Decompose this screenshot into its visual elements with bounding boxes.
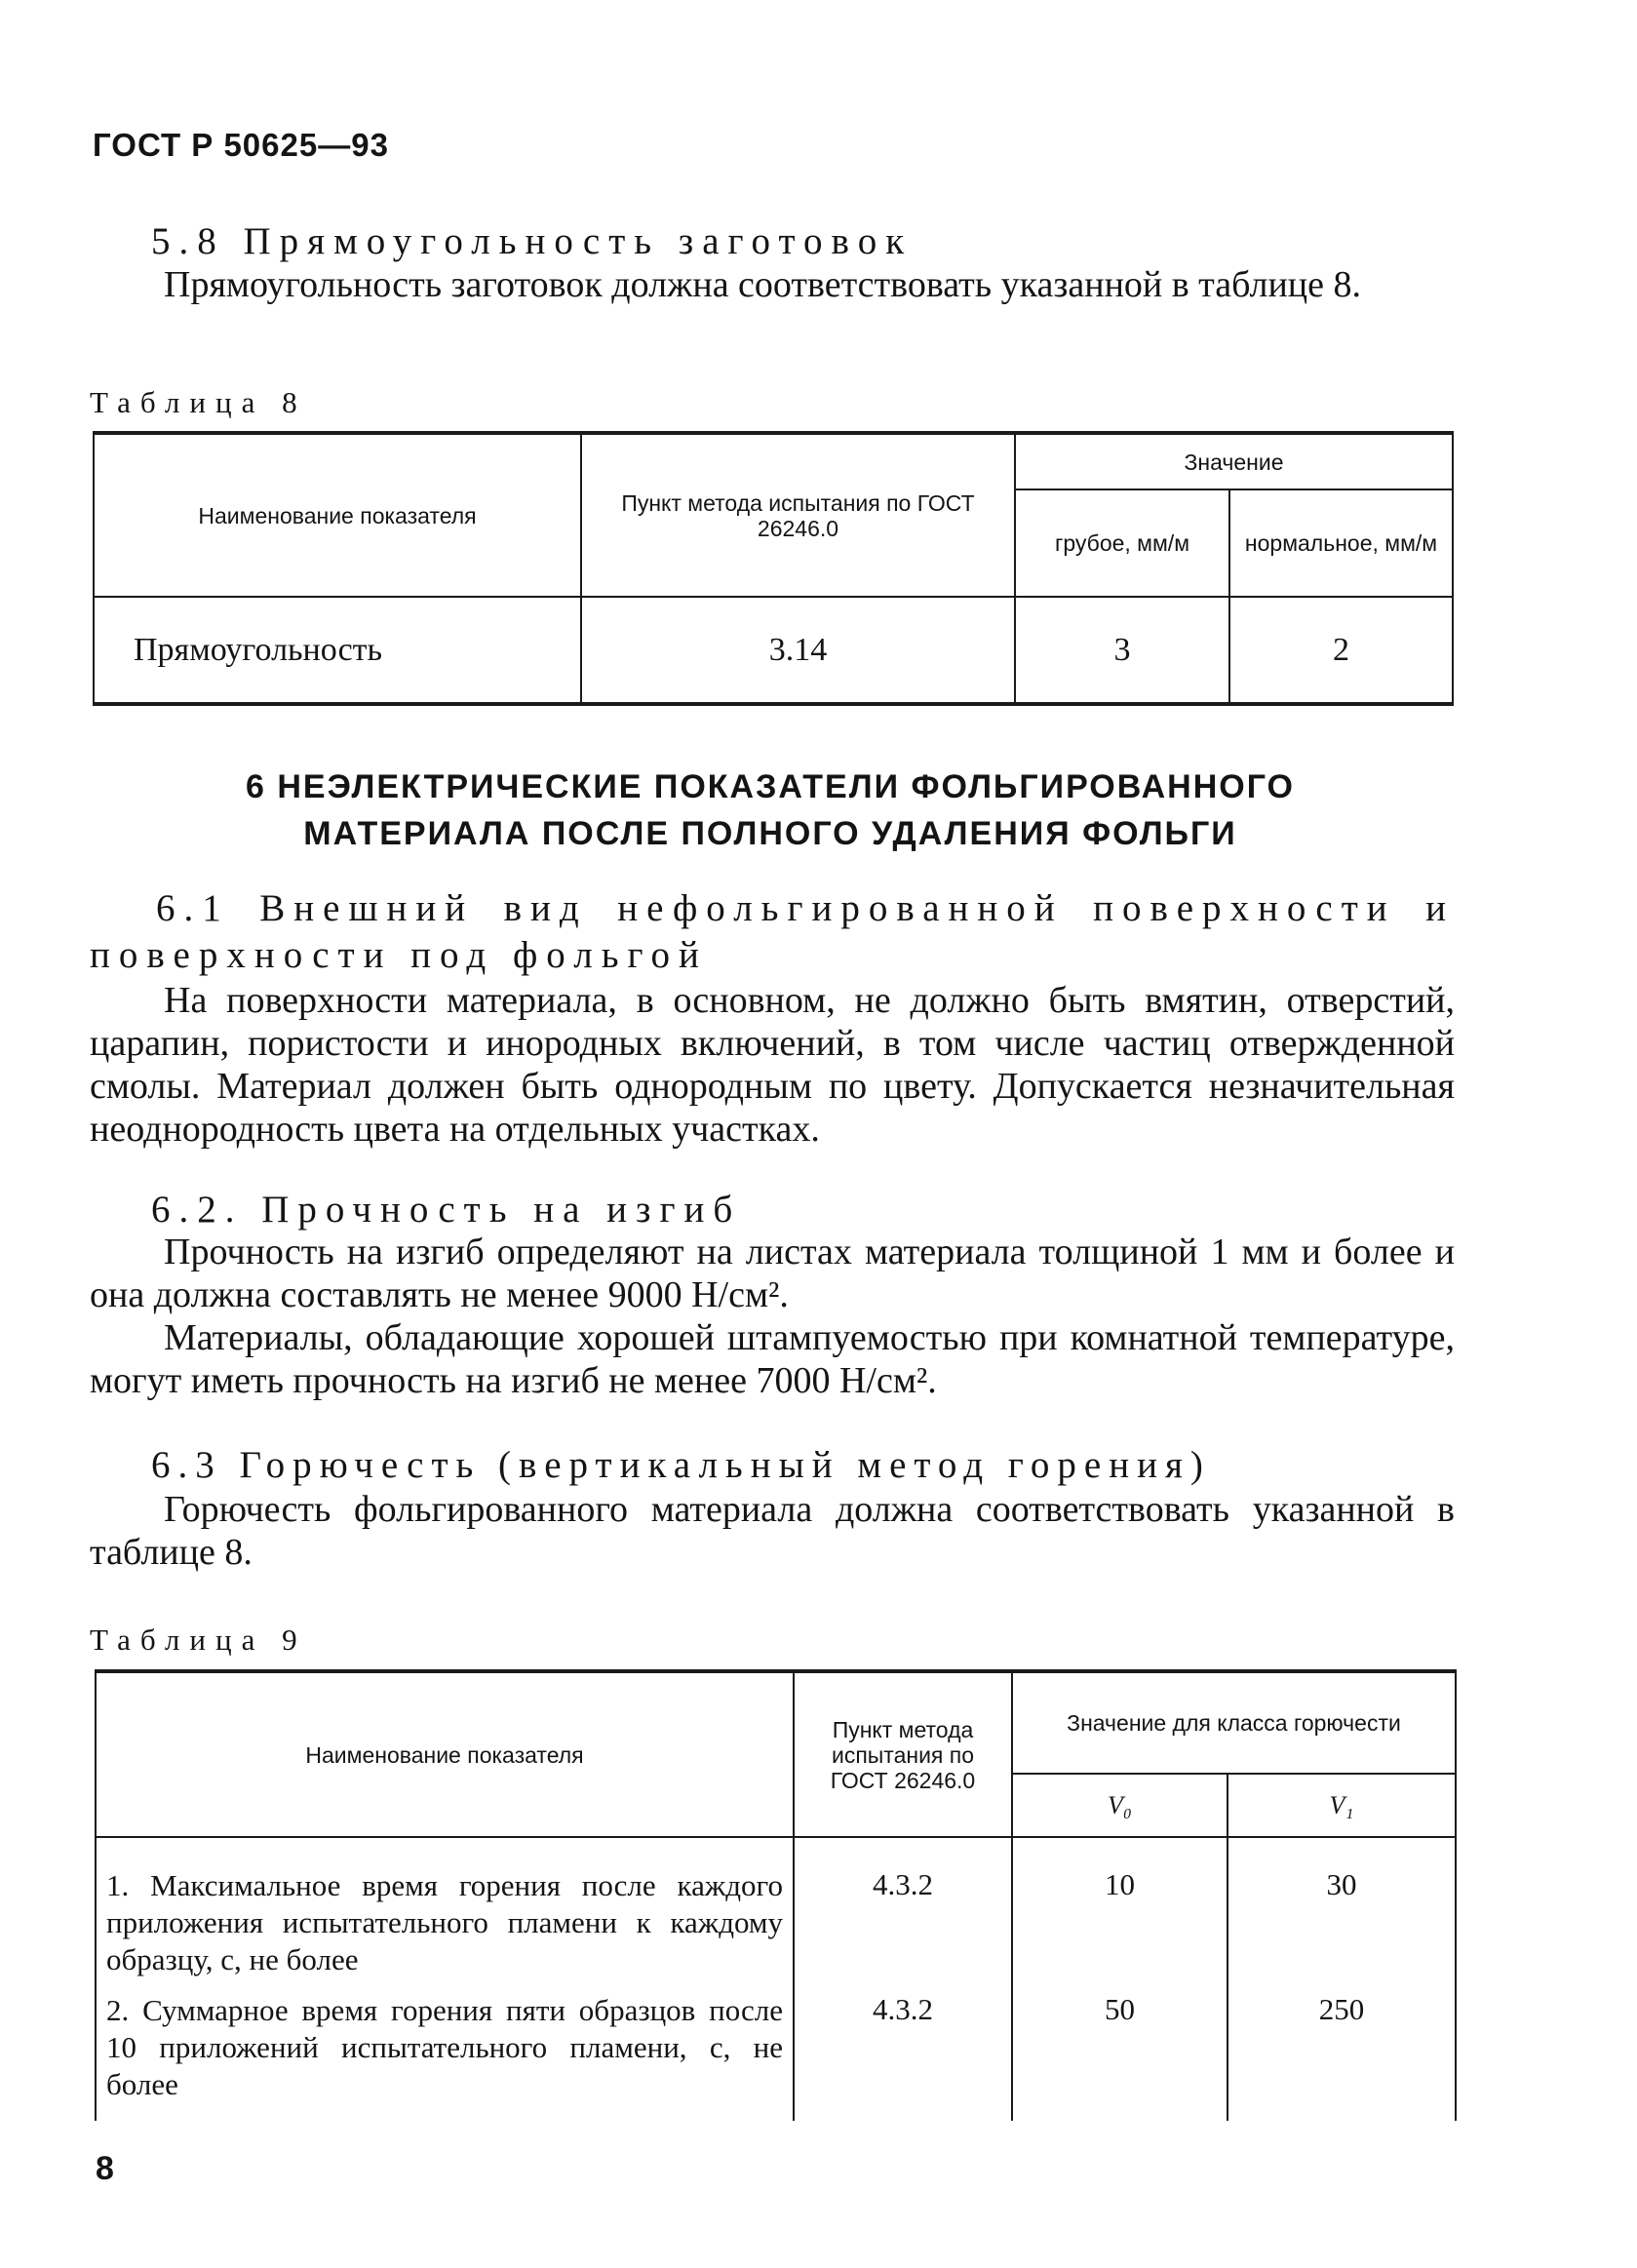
table-8-header-name: Наименование показателя [94,433,581,597]
table-8-cell-name: Прямоугольность [94,597,581,704]
table-8-cell-method: 3.14 [581,597,1015,704]
table-9-cell-name: 2. Суммарное время горения пяти образцов после 10 приложений испытательного пламени, с, не более [96,1992,794,2121]
section-6-heading [88,763,1453,857]
section-6-2-text-2: Материалы, обладающие хорошей штампуемостью при комнатной температуре, могут иметь прочность на изгиб не менее 7000 Н/см². [90,1317,1455,1401]
section-6-3-text: Горючесть фольгированного материала должна соответствовать указанной в таблице 8. [90,1489,1455,1573]
table-row [96,1992,1456,2121]
table-8-header-normal: нормальное, мм/м [1229,489,1453,597]
table-9-cell-v1: 30 [1228,1837,1456,1992]
document-code: ГОСТ Р 50625—93 [93,127,389,163]
section-5-8-text: Прямоугольность заготовок должна соответствовать указанной в таблице 8. [164,264,1362,305]
table-8-header-value: Значение [1015,433,1453,489]
table-9 [95,1669,1457,2121]
table-8-header-rough: грубое, мм/м [1015,489,1229,597]
table-8-header-method: Пункт метода испытания по ГОСТ 26246.0 [581,433,1015,597]
section-6-2-text-1: Прочность на изгиб определяют на листах материала толщиной 1 мм и более и она должна составлять не менее 9000 Н/см². [90,1232,1455,1315]
table-8 [93,431,1454,706]
table-8-caption: Таблица 8 [90,385,307,419]
section-6-heading-line2: МАТЕРИАЛА ПОСЛЕ ПОЛНОГО УДАЛЕНИЯ ФОЛЬГИ [303,815,1237,852]
table-9-header-method: Пункт метода испытания по ГОСТ 26246.0 [794,1671,1012,1837]
table-9-header-v1: V₁ [1228,1774,1456,1837]
table-9-caption: Таблица 9 [90,1623,307,1657]
table-8-cell-normal: 2 [1229,597,1453,704]
section-6-3-heading: 6.3 Горючесть (вертикальный метод горения) [151,1444,1211,1486]
section-6-2-heading: 6.2. Прочность на изгиб [151,1189,742,1231]
table-9-cell-method: 4.3.2 [794,1992,1012,2121]
table-row [94,597,1453,704]
table-9-header-value: Значение для класса горючести [1012,1671,1456,1774]
section-6-heading-line1: 6 НЕЭЛЕКТРИЧЕСКИЕ ПОКАЗАТЕЛИ ФОЛЬГИРОВАННОГО [245,768,1295,805]
table-9-cell-v0: 50 [1012,1992,1228,2121]
table-row [96,1837,1456,1992]
table-9-cell-method: 4.3.2 [794,1837,1012,1992]
table-9-header-name: Наименование показателя [96,1671,794,1837]
section-5-8-heading: 5.8 Прямоугольность заготовок [151,220,914,262]
table-9-cell-v1: 250 [1228,1992,1456,2121]
table-9-cell-v0: 10 [1012,1837,1228,1992]
section-6-1-text: На поверхности материала, в основном, не должно быть вмятин, отверстий, царапин, пористости и инородных включений, в том числе частиц отвержденной смолы. Материал должен быть однородным по цвету. Допускается незначительная неоднородность цвета на отдельных участках. [90,980,1455,1150]
table-9-cell-name: 1. Максимальное время горения после каждого приложения испытательного пламени к каждому образцу, с, не более [96,1837,794,1992]
table-8-cell-rough: 3 [1015,597,1229,704]
section-6-1-heading: 6.1 Внешний вид нефольгированной поверхности и поверхности под фольгой [90,887,1455,976]
table-9-header-v0: V₀ [1012,1774,1228,1837]
page-number: 8 [96,2150,114,2187]
